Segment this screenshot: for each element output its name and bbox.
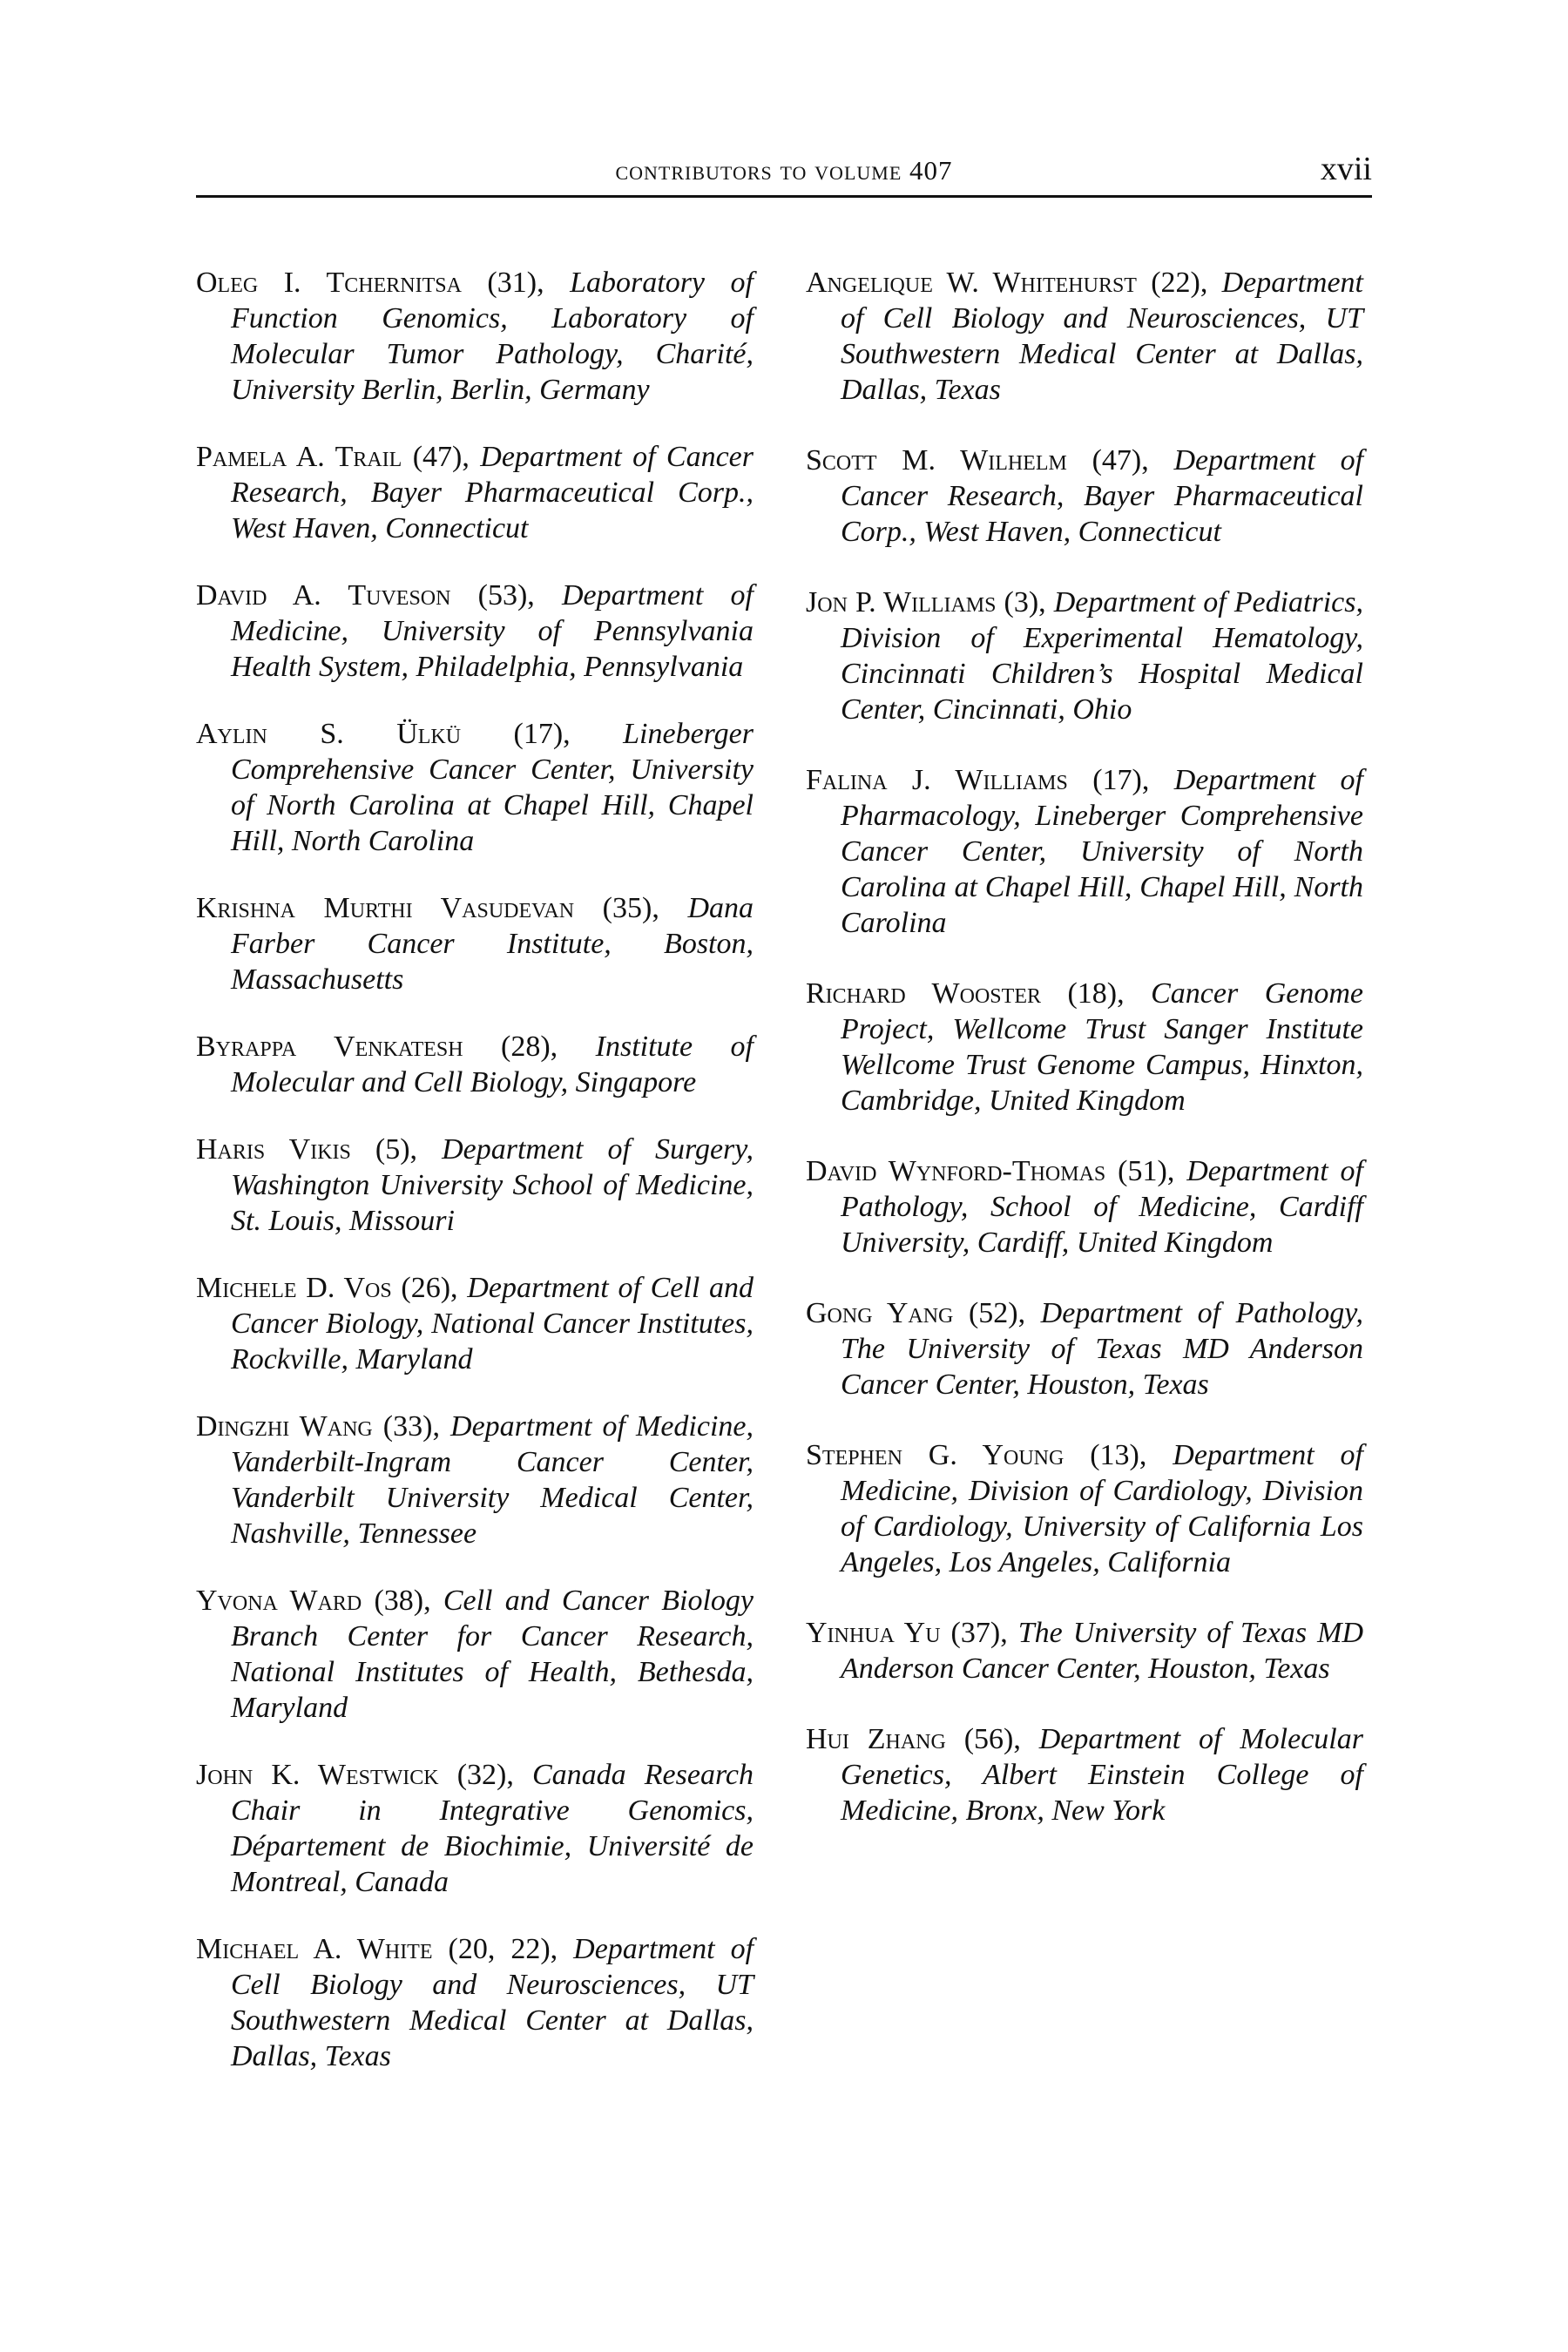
chapter-numbers: (38), <box>362 1585 443 1617</box>
contributor-affiliation: Lineberger Comprehensive Cancer Center, University of North Carolina at Chapel Hill, Chapel Hill, North Carolina <box>231 718 754 857</box>
contributor-affiliation: Department of Medicine, Division of Cardiology, Division of Cardiology, University of California Los Angeles, Los Angeles, California <box>841 1439 1364 1578</box>
contributor-affiliation: Institute of Molecular and Cell Biology, Singapore <box>231 1031 754 1098</box>
contributor-entry <box>806 443 1363 550</box>
contributor-entry <box>196 1029 754 1100</box>
contributor-name: Michael A. White <box>196 1933 433 1965</box>
contributor-name: Stephen G. Young <box>806 1439 1064 1471</box>
contributor-entry <box>806 585 1363 727</box>
contributor-affiliation: Department of Cancer Research, Bayer Pharmaceutical Corp., West Haven, Connecticut <box>231 441 754 544</box>
chapter-numbers: (3), <box>996 586 1054 618</box>
contributor-affiliation: Department of Pediatrics, Division of Experimental Hematology, Cincinnati Children’s Hospital Medical Center, Cincinnati, Ohio <box>841 586 1363 726</box>
chapter-numbers: (35), <box>574 892 688 924</box>
contributor-name: Angelique W. Whitehurst <box>806 267 1137 299</box>
contributor-name: Jon P. Williams <box>806 586 997 618</box>
contributor-entry <box>196 1270 754 1377</box>
contributor-name: Oleg I. Tchernitsa <box>196 267 462 299</box>
chapter-numbers: (5), <box>350 1133 443 1166</box>
contributor-name: Gong Yang <box>806 1297 954 1329</box>
chapter-numbers: (51), <box>1105 1155 1187 1187</box>
contributor-name: Yinhua Yu <box>806 1617 941 1649</box>
chapter-numbers: (28), <box>463 1031 596 1063</box>
chapter-numbers: (20, 22), <box>432 1933 574 1965</box>
contributor-affiliation: The University of Texas MD Anderson Cancer Center, Houston, Texas <box>841 1617 1363 1685</box>
right-column <box>806 235 1363 1863</box>
chapter-numbers: (18), <box>1041 977 1152 1010</box>
contributor-affiliation: Department of Pharmacology, Lineberger Comprehensive Cancer Center, University of North Carolina at Chapel Hill, Chapel Hill, North Carolina <box>841 764 1364 939</box>
contributor-affiliation: Dana Farber Cancer Institute, Boston, Massachusetts <box>231 892 754 996</box>
contributor-affiliation: Department of Cell Biology and Neurosciences, UT Southwestern Medical Center at Dallas, Dallas, Texas <box>841 267 1363 406</box>
contributor-affiliation: Cancer Genome Project, Wellcome Trust Sanger Institute Wellcome Trust Genome Campus, Hinxton, Cambridge, United Kingdom <box>841 977 1363 1117</box>
contributor-entry <box>196 1757 754 1900</box>
contributor-name: Byrappa Venkatesh <box>196 1031 463 1063</box>
running-title: contributors to volume 407 <box>615 155 953 186</box>
contributor-affiliation: Laboratory of Function Genomics, Laboratory of Molecular Tumor Pathology, Charité, University Berlin, Berlin, Germany <box>231 267 754 406</box>
contributor-name: Hui Zhang <box>806 1723 946 1755</box>
contributor-affiliation: Department of Surgery, Washington University School of Medicine, St. Louis, Missouri <box>231 1133 754 1237</box>
chapter-numbers: (31), <box>461 267 571 299</box>
contributor-affiliation: Canada Research Chair in Integrative Genomics, Département de Biochimie, Université de Montreal, Canada <box>231 1759 754 1898</box>
contributor-entry <box>196 1409 754 1551</box>
contributor-name: Richard Wooster <box>806 977 1041 1010</box>
contributor-entry <box>806 1437 1363 1580</box>
chapter-numbers: (47), <box>402 441 481 473</box>
contributor-affiliation: Department of Pathology, The University of Texas MD Anderson Cancer Center, Houston, Texas <box>841 1297 1363 1401</box>
contributor-affiliation: Department of Molecular Genetics, Albert Einstein College of Medicine, Bronx, New York <box>841 1723 1363 1827</box>
page-number: xvii <box>1320 151 1372 187</box>
contributor-entry <box>196 439 754 546</box>
left-column <box>196 235 754 2105</box>
chapter-numbers: (37), <box>940 1617 1018 1649</box>
chapter-numbers: (13), <box>1064 1439 1173 1471</box>
contributor-affiliation: Cell and Cancer Biology Branch Center for Cancer Research, National Institutes of Health, Bethesda, Maryland <box>231 1585 754 1724</box>
contributor-entry <box>806 1721 1363 1828</box>
contributor-entry <box>806 976 1363 1119</box>
contributor-name: John K. Westwick <box>196 1759 439 1791</box>
chapter-numbers: (26), <box>391 1272 468 1304</box>
contributor-affiliation: Department of Medicine, Vanderbilt-Ingram Cancer Center, Vanderbilt University Medical Center, Nashville, Tennessee <box>231 1410 754 1550</box>
contributor-entry <box>806 265 1363 408</box>
contributor-name: Scott M. Wilhelm <box>806 444 1067 476</box>
contributor-entry <box>806 762 1363 941</box>
chapter-numbers: (53), <box>450 579 562 612</box>
chapter-numbers: (56), <box>945 1723 1039 1755</box>
contributor-entry <box>806 1615 1363 1686</box>
chapter-numbers: (17), <box>461 718 624 750</box>
contributor-entry <box>196 1931 754 2074</box>
page-header <box>196 148 1372 198</box>
contributor-entry <box>196 578 754 685</box>
contributor-name: Haris Vikis <box>196 1133 351 1166</box>
chapter-numbers: (52), <box>953 1297 1041 1329</box>
contributor-name: Falina J. Williams <box>806 764 1068 796</box>
contributor-affiliation: Department of Cell and Cancer Biology, National Cancer Institutes, Rockville, Maryland <box>231 1272 754 1375</box>
contributor-entry <box>196 1583 754 1726</box>
book-page <box>196 148 1372 2239</box>
contributor-name: Yvona Ward <box>196 1585 362 1617</box>
contributor-entry <box>196 890 754 997</box>
chapter-numbers: (33), <box>372 1410 451 1443</box>
contributor-name: Aylin S. Ülkü <box>196 718 462 750</box>
contributor-entry <box>196 716 754 859</box>
contributor-name: Pamela A. Trail <box>196 441 402 473</box>
contributor-entry <box>806 1295 1363 1402</box>
contributor-name: David Wynford-Thomas <box>806 1155 1106 1187</box>
contributor-name: Michele D. Vos <box>196 1272 392 1304</box>
contributor-entry <box>806 1153 1363 1260</box>
contributor-affiliation: Department of Cell Biology and Neurosciences, UT Southwestern Medical Center at Dallas, Dallas, Texas <box>231 1933 754 2072</box>
contributor-entry <box>196 265 754 408</box>
contributor-name: Dingzhi Wang <box>196 1410 373 1443</box>
chapter-numbers: (32), <box>438 1759 532 1791</box>
chapter-numbers: (17), <box>1067 764 1174 796</box>
chapter-numbers: (47), <box>1066 444 1174 476</box>
contributor-affiliation: Department of Medicine, University of Pennsylvania Health System, Philadelphia, Pennsylvania <box>231 579 754 683</box>
chapter-numbers: (22), <box>1136 267 1222 299</box>
contributor-entry <box>196 1132 754 1239</box>
contributor-name: Krishna Murthi Vasudevan <box>196 892 575 924</box>
contributor-name: David A. Tuveson <box>196 579 451 612</box>
contributor-affiliation: Department of Cancer Research, Bayer Pharmaceutical Corp., West Haven, Connecticut <box>841 444 1364 548</box>
contributor-affiliation: Department of Pathology, School of Medicine, Cardiff University, Cardiff, United Kingdom <box>841 1155 1363 1259</box>
